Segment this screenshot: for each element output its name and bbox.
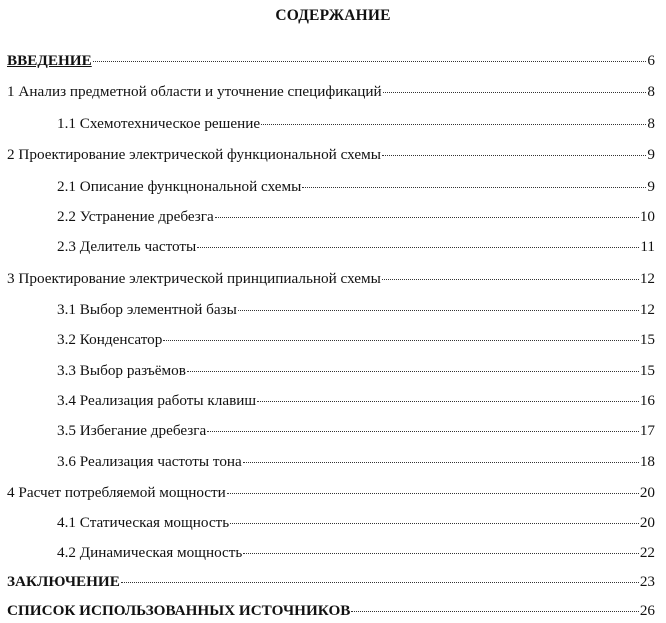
toc-entry[interactable] <box>7 600 655 621</box>
toc-entry-label: 3 Проектирование электрической принципиальной схемы <box>7 270 381 287</box>
toc-entry-page: 15 <box>639 362 655 379</box>
dot-leader <box>243 448 639 463</box>
toc-entry[interactable] <box>57 206 655 227</box>
dot-leader <box>197 233 639 248</box>
toc-entry-label: 2.1 Описание функцнональной схемы <box>57 178 302 195</box>
page-title: СОДЕРЖАНИЕ <box>275 7 391 24</box>
toc-entry-label: 3.6 Реализация частоты тона <box>57 453 242 470</box>
toc-entry[interactable] <box>57 420 655 441</box>
toc-entry[interactable] <box>57 390 655 411</box>
dot-leader <box>382 265 639 280</box>
toc-entry-page: 15 <box>639 331 655 348</box>
dot-leader <box>93 47 647 62</box>
toc-entry-page: 16 <box>639 392 655 409</box>
dot-leader <box>257 387 639 402</box>
toc-entry-page: 12 <box>639 301 655 318</box>
toc-entry-page: 10 <box>639 208 655 225</box>
toc-entry-label: 2.3 Делитель частоты <box>57 238 197 255</box>
toc-entry[interactable] <box>7 81 655 102</box>
dot-leader <box>383 78 647 93</box>
toc-entry-label: 3.3 Выбор разъёмов <box>57 362 186 379</box>
dot-leader <box>163 326 638 341</box>
toc-entry-label: 3.4 Реализация работы клавиш <box>57 392 257 409</box>
toc-entry-label: 2.2 Устранение дребезга <box>57 208 214 225</box>
toc-entry-label: СПИСОК ИСПОЛЬЗОВАННЫХ ИСТОЧНИКОВ <box>7 602 351 619</box>
dot-leader <box>261 110 646 125</box>
toc-entry-label: ЗАКЛЮЧЕНИЕ <box>7 573 120 590</box>
toc-entry[interactable] <box>57 329 655 350</box>
toc-entry-label: 3.1 Выбор элементной базы <box>57 301 237 318</box>
toc-entry[interactable] <box>7 144 655 165</box>
dot-leader <box>207 417 639 432</box>
toc-entry-page: 12 <box>639 270 655 287</box>
toc-entry[interactable] <box>57 113 655 134</box>
toc-entry-page: 8 <box>647 83 655 100</box>
toc-entry-page: 6 <box>647 52 655 69</box>
toc-entry-page: 23 <box>639 573 655 590</box>
toc-entry[interactable] <box>57 176 655 197</box>
dot-leader <box>187 357 639 372</box>
toc-entry-label: 1.1 Схемотехническое решение <box>57 115 261 132</box>
toc-entry[interactable] <box>57 451 655 472</box>
dot-leader <box>382 141 647 156</box>
toc-entry-label: 4.2 Динамическая мощность <box>57 544 243 561</box>
toc-entry-page: 8 <box>647 115 655 132</box>
toc-entry-page: 9 <box>647 178 655 195</box>
toc-entry-page: 9 <box>647 146 655 163</box>
dot-leader <box>302 173 646 188</box>
toc-entry-label: 3.5 Избегание дребезга <box>57 422 207 439</box>
toc-entry-label: ВВЕДЕНИЕ <box>7 52 92 69</box>
toc-entry-label: 4.1 Статическая мощность <box>57 514 230 531</box>
toc-entry-page: 22 <box>639 544 655 561</box>
dot-leader <box>243 539 638 554</box>
dot-leader <box>121 568 639 583</box>
dot-leader <box>227 479 639 494</box>
toc-entry[interactable] <box>57 542 655 563</box>
toc-entry[interactable] <box>7 482 655 503</box>
dot-leader <box>351 597 638 612</box>
toc-entry[interactable] <box>7 571 655 592</box>
toc-entry-label: 1 Анализ предметной области и уточнение спецификаций <box>7 83 382 100</box>
dot-leader <box>238 296 639 311</box>
toc-entry-page: 18 <box>639 453 655 470</box>
dot-leader <box>215 203 639 218</box>
toc-entry-page: 20 <box>639 484 655 501</box>
toc-entry-page: 11 <box>640 238 655 255</box>
toc-entry-label: 2 Проектирование электрической функциональной схемы <box>7 146 381 163</box>
toc-entry[interactable] <box>57 360 655 381</box>
toc-entry-page: 20 <box>639 514 655 531</box>
toc-entry-label: 3.2 Конденсатор <box>57 331 163 348</box>
toc-entry[interactable] <box>57 236 655 257</box>
toc-entry[interactable] <box>57 299 655 320</box>
toc-entry-label: 4 Расчет потребляемой мощности <box>7 484 226 501</box>
toc-entry-page: 26 <box>639 602 655 619</box>
dot-leader <box>230 509 639 524</box>
toc-entry-page: 17 <box>639 422 655 439</box>
toc-entry[interactable] <box>7 50 655 71</box>
toc-entry[interactable] <box>57 512 655 533</box>
toc-entry[interactable] <box>7 268 655 289</box>
